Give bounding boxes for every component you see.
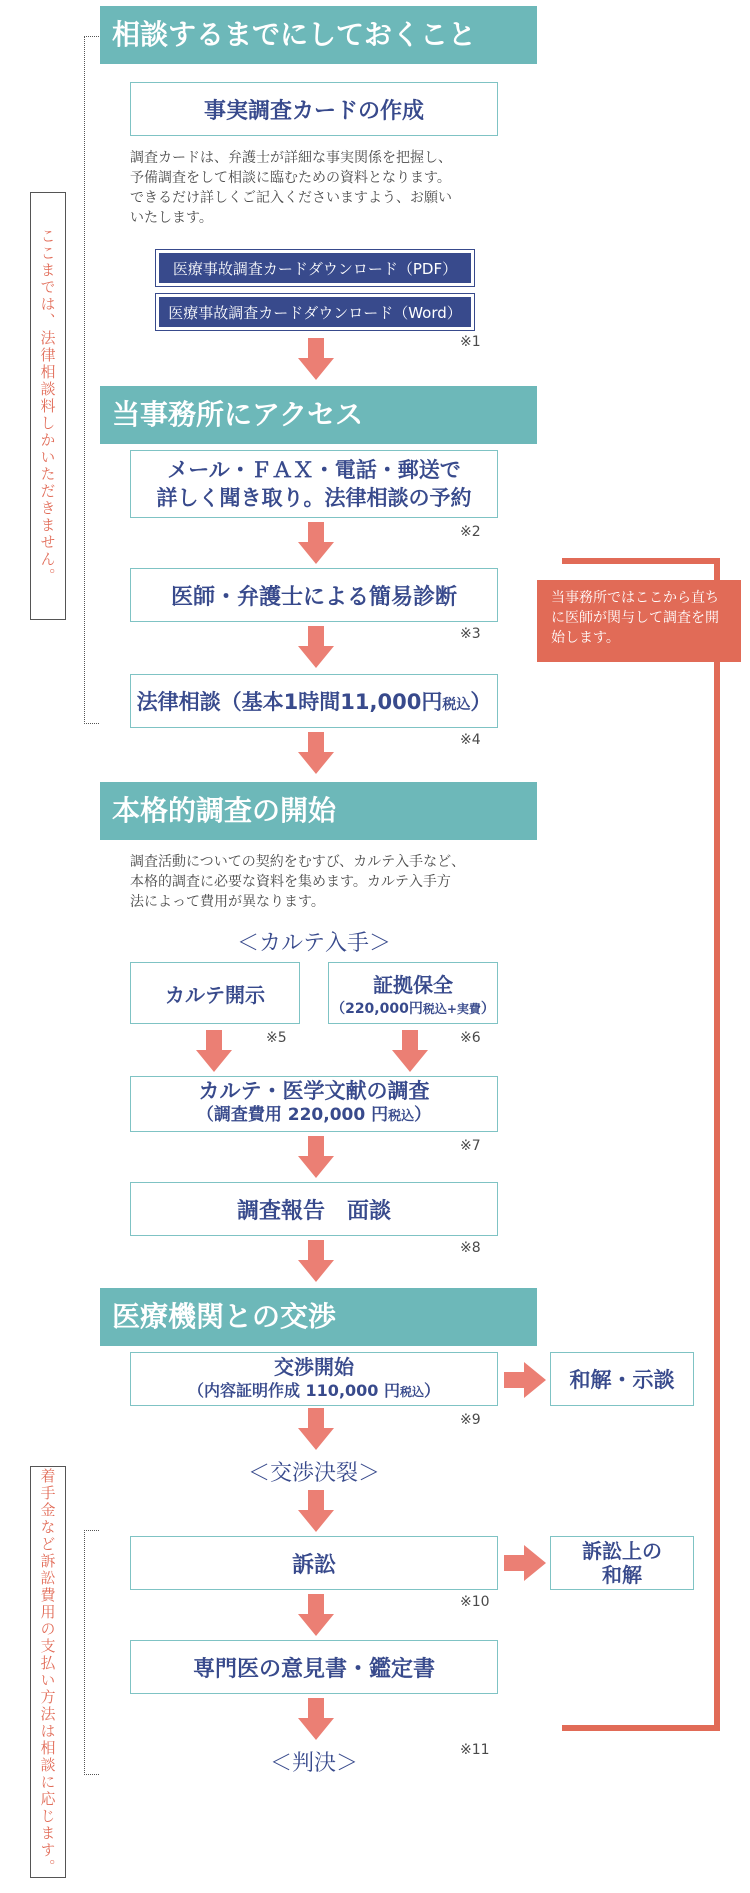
note-marker: ※7 — [460, 1138, 481, 1154]
section-header-investigation: 本格的調査の開始 — [100, 782, 537, 840]
note-marker: ※8 — [460, 1240, 481, 1256]
evidence-cost: （220,000円税込+実費） — [331, 1000, 495, 1017]
flow-arrow-right — [504, 1362, 546, 1398]
section-header-negotiation: 医療機関との交渉 — [100, 1288, 537, 1346]
negotiation-start-box — [130, 1352, 498, 1406]
note-marker: ※9 — [460, 1412, 481, 1428]
contact-line: 詳しく聞き取り。法律相談の予約 — [156, 486, 472, 510]
desc-line: 本格的調査に必要な資料を集めます。カルテ入手方 — [130, 874, 451, 890]
flow-arrow — [298, 1490, 334, 1532]
flow-arrow — [298, 522, 334, 564]
report-label: 調査報告 面談 — [236, 1198, 391, 1224]
settlement-box — [550, 1352, 694, 1406]
consultation-box — [130, 674, 498, 728]
flow-arrow-right — [504, 1545, 546, 1581]
note-marker: ※6 — [460, 1030, 481, 1046]
doctor-involvement-note: 当事務所ではここから直ちに医師が関与して調査を開始します。 — [537, 580, 741, 662]
note-marker: ※5 — [266, 1030, 287, 1046]
lawsuit-box — [130, 1536, 498, 1590]
note-marker: ※1 — [460, 334, 481, 350]
fact-card-title: 事実調査カードの作成 — [203, 98, 424, 124]
flow-arrow — [298, 732, 334, 774]
lawsuit-bracket — [84, 1530, 99, 1775]
consultation-label: 法律相談（基本1時間11,000円税込） — [136, 690, 492, 714]
evidence-title: 証拠保全 — [373, 972, 453, 997]
fact-card-description — [130, 148, 500, 228]
note-marker: ※3 — [460, 626, 481, 642]
free-consult-note: ここまでは、法律相談料しかいただきません。 — [30, 192, 66, 620]
note-marker: ※4 — [460, 732, 481, 748]
settlement-label: 和解・示談 — [569, 1368, 675, 1392]
karte-acquisition-label: ＜カルテ入手＞ — [236, 931, 391, 956]
pdf-download-button[interactable]: 医療事故調査カードダウンロード（PDF） — [158, 252, 472, 284]
payment-note: 着手金など訴訟費用の支払い方法は相談に応じます。 — [30, 1466, 66, 1878]
flow-arrow — [392, 1030, 428, 1072]
contact-box — [130, 450, 498, 518]
research-cost: （調査費用 220,000 円税込） — [196, 1105, 432, 1125]
note-marker: ※2 — [460, 524, 481, 540]
negotiation-breakdown-label: ＜交渉決裂＞ — [247, 1461, 380, 1486]
research-box — [130, 1076, 498, 1132]
flow-arrow — [298, 1136, 334, 1178]
desc-line: いたします。 — [130, 210, 213, 226]
expert-opinion-box — [130, 1640, 498, 1694]
report-box — [130, 1182, 498, 1236]
negotiation-start-title: 交渉開始 — [274, 1354, 354, 1379]
evidence-preservation-box — [328, 962, 498, 1024]
flow-arrow — [298, 1594, 334, 1636]
flow-arrow — [298, 1240, 334, 1282]
expert-opinion-label: 専門医の意見書・鑑定書 — [192, 1656, 435, 1682]
desc-line: 予備調査をして相談に臨むための資料となります。 — [130, 170, 451, 186]
karte-disclosure-box — [130, 962, 300, 1024]
flow-arrow — [298, 338, 334, 380]
flow-arrow — [196, 1030, 232, 1072]
free-bracket — [84, 36, 99, 724]
court-settlement-box — [550, 1536, 694, 1590]
judgment-label: ＜判決＞ — [269, 1751, 358, 1776]
court-settlement-line: 和解 — [602, 1563, 642, 1587]
diagnosis-label: 医師・弁護士による簡易診断 — [170, 584, 457, 610]
diagnosis-box — [130, 568, 498, 622]
word-download-button[interactable]: 医療事故調査カードダウンロード（Word） — [158, 296, 472, 328]
karte-disclosure-label: カルテ開示 — [165, 982, 265, 1007]
negotiation-start-cost: （内容証明作成 110,000 円税込） — [187, 1380, 441, 1400]
section-header-access: 当事務所にアクセス — [100, 386, 537, 444]
lawsuit-label: 訴訟 — [291, 1552, 336, 1578]
contact-line: メール・ＦＡＸ・電話・郵送で — [167, 458, 461, 482]
fact-card-box — [130, 82, 498, 136]
flow-arrow — [298, 626, 334, 668]
court-settlement-line: 訴訟上の — [582, 1539, 662, 1563]
flow-arrow — [298, 1698, 334, 1740]
desc-line: 調査カードは、弁護士が詳細な事実関係を把握し、 — [130, 150, 452, 166]
desc-line: 調査活動についての契約をむすび、カルテ入手など、 — [130, 854, 466, 870]
note-marker: ※11 — [460, 1742, 490, 1758]
research-title: カルテ・医学文献の調査 — [198, 1079, 430, 1103]
investigation-description — [130, 852, 500, 912]
flow-arrow — [298, 1408, 334, 1450]
desc-line: できるだけ詳しくご記入くださいますよう、お願い — [130, 190, 452, 206]
section-header-preparation: 相談するまでにしておくこと — [100, 6, 537, 64]
desc-line: 法によって費用が異なります。 — [130, 894, 325, 910]
note-marker: ※10 — [460, 1594, 490, 1610]
